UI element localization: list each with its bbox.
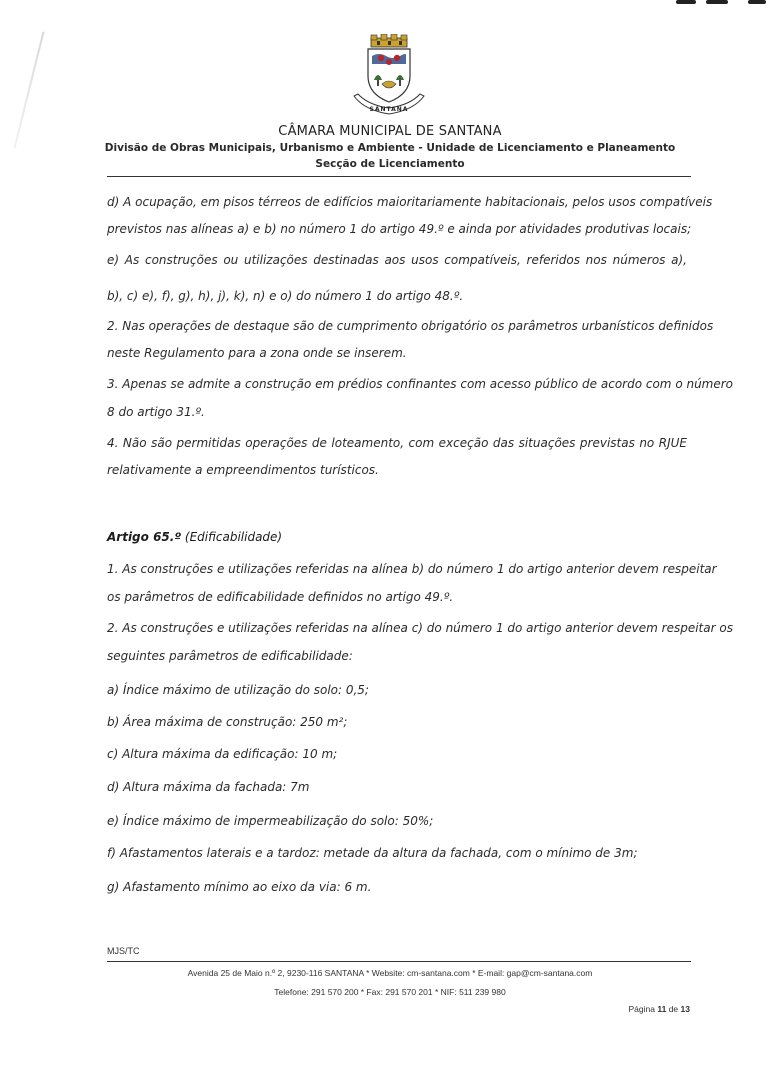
article-title: (Edificabilidade) [184, 530, 283, 544]
page-of-label: de [668, 1004, 679, 1014]
paragraph-line: 3. Apenas se admite a construção em prédios confinantes com acesso público de acordo com o número [107, 377, 734, 391]
author-initials: MJS/TC [107, 946, 140, 956]
page-total: 13 [680, 1004, 690, 1014]
paragraph-line: 4. Não são permitidas operações de loteamento, com exceção das situações previstas no RJUE [107, 436, 687, 450]
paragraph-line: e) As construções ou utilizações destinadas aos usos compatíveis, referidos nos números a), [107, 253, 687, 267]
article-line: b) Área máxima de construção: 250 m²; [107, 715, 348, 729]
header-divider [107, 176, 691, 177]
article-line: d) Altura máxima da fachada: 7m [107, 780, 310, 794]
article-heading [107, 530, 687, 544]
scan-artifact [706, 0, 728, 4]
paragraph-line: 2. Nas operações de destaque são de cumprimento obrigatório os parâmetros urbanísticos definidos [107, 319, 714, 333]
article-line: os parâmetros de edificabilidade definidos no artigo 49.º. [107, 590, 454, 604]
page-current: 11 [657, 1004, 667, 1014]
scan-artifact [676, 0, 696, 4]
section-subtitle: Secção de Licenciamento [315, 158, 465, 170]
article-line: g) Afastamento mínimo ao eixo da via: 6 m. [107, 880, 372, 894]
article-line: c) Altura máxima da edificação: 10 m; [107, 747, 338, 761]
paragraph-line: 8 do artigo 31.º. [107, 405, 205, 419]
scan-artifact [748, 0, 766, 4]
municipal-crest-logo [344, 34, 434, 118]
footer-contacts: Telefone: 291 570 200 * Fax: 291 570 201 * NIF: 511 239 980 [274, 987, 506, 997]
paragraph-line: b), c) e), f), g), h), j), k), n) e o) do número 1 do artigo 48.º. [107, 289, 464, 303]
paragraph-line: neste Regulamento para a zona onde se inserem. [107, 346, 407, 360]
paragraph-line: relativamente a empreendimentos turísticos. [107, 463, 379, 477]
article-line: 2. As construções e utilizações referidas na alínea c) do número 1 do artigo anterior devem respeitar os [107, 621, 733, 635]
article-line: a) Índice máximo de utilização do solo: 0,5; [107, 683, 369, 697]
article-line: 1. As construções e utilizações referidas na alínea b) do número 1 do artigo anterior devem respeitar [107, 562, 717, 576]
article-line: seguintes parâmetros de edificabilidade: [107, 649, 353, 663]
article-number: Artigo 65.º [107, 530, 182, 544]
division-subtitle: Divisão de Obras Municipais, Urbanismo e Ambiente - Unidade de Licenciamento e Planeamento [104, 142, 676, 154]
page-label: Página [628, 1004, 655, 1014]
organization-title: CÂMARA MUNICIPAL DE SANTANA [278, 124, 502, 139]
crest-motto: SANTANA [369, 106, 409, 113]
page-number [628, 1004, 690, 1014]
article-line: e) Índice máximo de impermeabilização do solo: 50%; [107, 814, 434, 828]
article-line: f) Afastamentos laterais e a tardoz: metade da altura da fachada, com o mínimo de 3m; [107, 846, 638, 860]
footer-divider [107, 961, 691, 962]
footer-address: Avenida 25 de Maio n.º 2, 9230-116 SANTANA * Website: cm-santana.com * E-mail: gap@cm-santana.com [187, 968, 593, 978]
paragraph-line: previstos nas alíneas a) e b) no número 1 do artigo 49.º e ainda por atividades produtivas locais; [107, 222, 692, 236]
paragraph-line: d) A ocupação, em pisos térreos de edifícios maioritariamente habitacionais, pelos usos compatíveis [107, 195, 713, 209]
